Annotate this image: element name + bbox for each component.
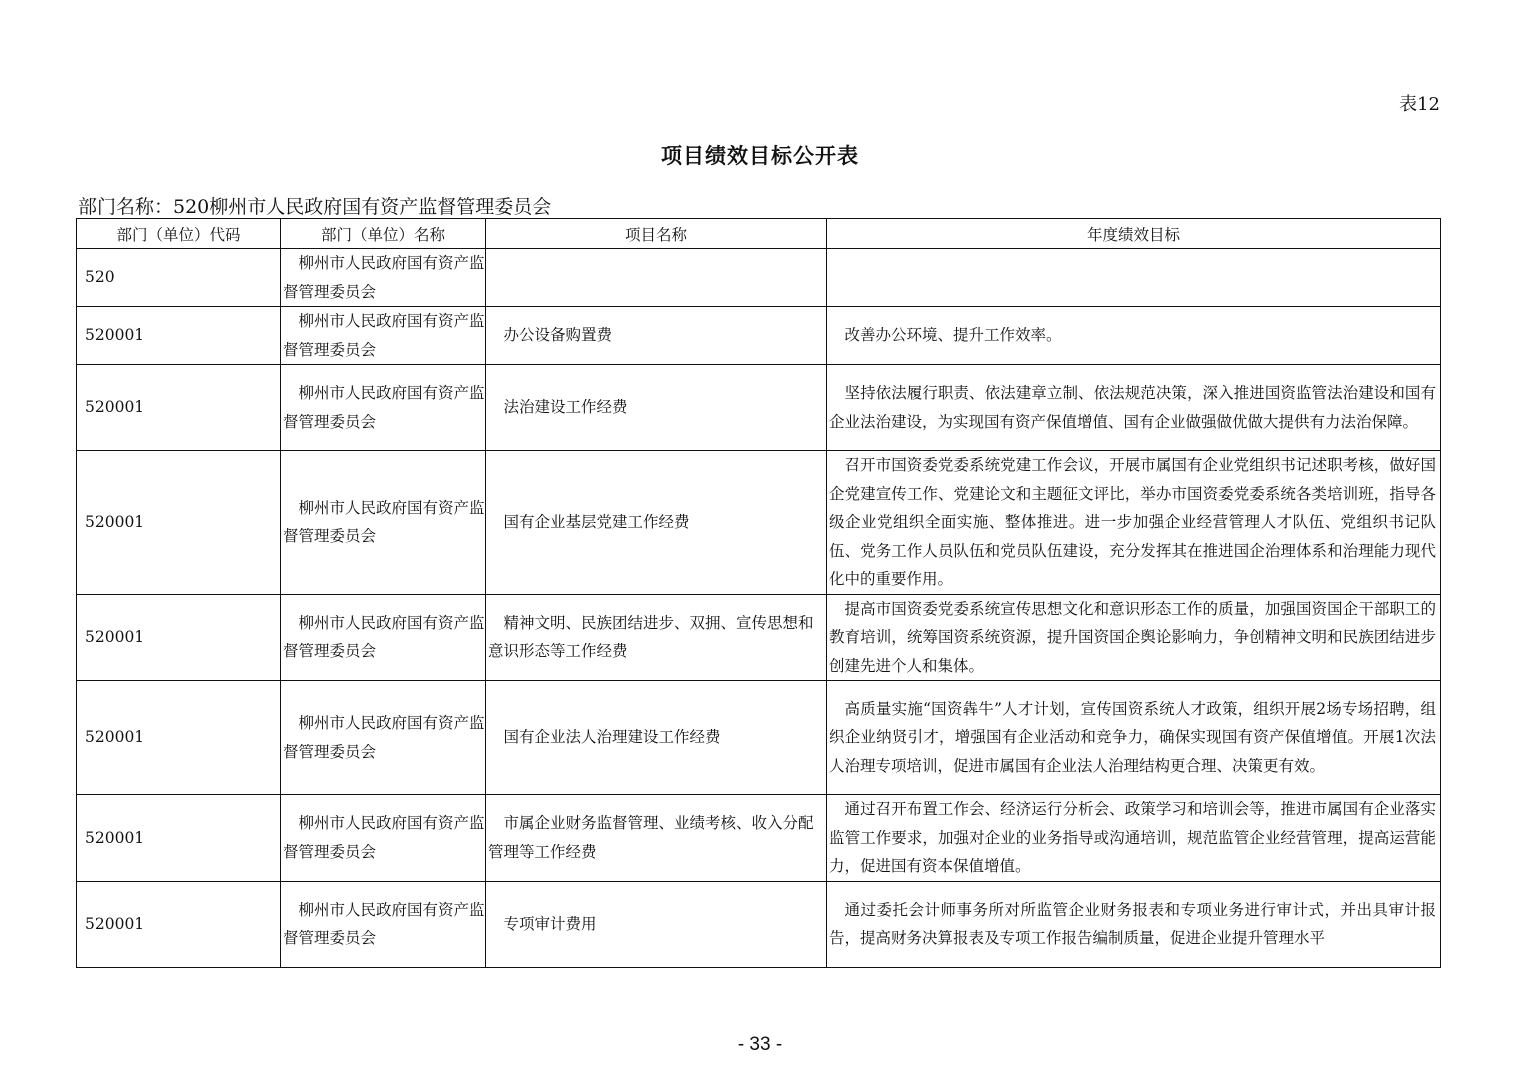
column-header-code: 部门（单位）代码 [77, 219, 281, 249]
cell-goal: 高质量实施“国资犇牛”人才计划，宣传国资系统人才政策，组织开展2场专场招聘，组织企业纳贤引才，增强国有企业活动和竞争力，确保实现国有资产保值增值。开展1次法人治理专项培训，促进市属国有企业法人治理结构更合理、决策更有效。 [827, 681, 1441, 795]
performance-goals-table [76, 218, 1441, 968]
table-row [77, 307, 1441, 365]
cell-project: 国有企业法人治理建设工作经费 [486, 681, 827, 795]
cell-code: 520001 [77, 681, 281, 795]
cell-project [486, 249, 827, 307]
column-header-dept: 部门（单位）名称 [281, 219, 486, 249]
cell-code: 520001 [77, 881, 281, 967]
table-row [77, 249, 1441, 307]
cell-code: 520 [77, 249, 281, 307]
column-header-project: 项目名称 [486, 219, 827, 249]
cell-code: 520001 [77, 365, 281, 451]
cell-project: 办公设备购置费 [486, 307, 827, 365]
cell-goal: 通过召开布置工作会、经济运行分析会、政策学习和培训会等，推进市属国有企业落实监管工作要求，加强对企业的业务指导或沟通培训，规范监管企业经营管理，提高运营能力，促进国有资本保值增值。 [827, 795, 1441, 882]
cell-dept: 柳州市人民政府国有资产监督管理委员会 [281, 795, 486, 882]
cell-project: 专项审计费用 [486, 881, 827, 967]
table-row [77, 451, 1441, 595]
cell-project: 国有企业基层党建工作经费 [486, 451, 827, 595]
cell-project: 精神文明、民族团结进步、双拥、宣传思想和意识形态等工作经费 [486, 594, 827, 681]
cell-dept: 柳州市人民政府国有资产监督管理委员会 [281, 881, 486, 967]
page-title: 项目绩效目标公开表 [661, 143, 859, 168]
page-number: - 33 - [737, 1034, 783, 1055]
cell-dept: 柳州市人民政府国有资产监督管理委员会 [281, 681, 486, 795]
cell-goal: 改善办公环境、提升工作效率。 [827, 307, 1441, 365]
cell-code: 520001 [77, 594, 281, 681]
table-row [77, 795, 1441, 882]
cell-dept: 柳州市人民政府国有资产监督管理委员会 [281, 594, 486, 681]
cell-project: 法治建设工作经费 [486, 365, 827, 451]
cell-code: 520001 [77, 307, 281, 365]
cell-goal [827, 249, 1441, 307]
table-row [77, 594, 1441, 681]
table-number-label: 表12 [1399, 94, 1440, 115]
table-row [77, 365, 1441, 451]
cell-goal: 召开市国资委党委系统党建工作会议，开展市属国有企业党组织书记述职考核，做好国企党建宣传工作、党建论文和主题征文评比，举办市国资委党委系统各类培训班，指导各级企业党组织全面实施、整体推进。进一步加强企业经营管理人才队伍、党组织书记队伍、党务工作人员队伍和党员队伍建设，充分发挥其在推进国企治理体系和治理能力现代化中的重要作用。 [827, 451, 1441, 595]
cell-dept: 柳州市人民政府国有资产监督管理委员会 [281, 307, 486, 365]
cell-dept: 柳州市人民政府国有资产监督管理委员会 [281, 249, 486, 307]
cell-goal: 提高市国资委党委系统宣传思想文化和意识形态工作的质量，加强国资国企干部职工的教育培训，统筹国资系统资源，提升国资国企舆论影响力，争创精神文明和民族团结进步创建先进个人和集体。 [827, 594, 1441, 681]
table-row [77, 881, 1441, 967]
cell-code: 520001 [77, 795, 281, 882]
cell-project: 市属企业财务监督管理、业绩考核、收入分配管理等工作经费 [486, 795, 827, 882]
cell-goal: 坚持依法履行职责、依法建章立制、依法规范决策，深入推进国资监管法治建设和国有企业法治建设，为实现国有资产保值增值、国有企业做强做优做大提供有力法治保障。 [827, 365, 1441, 451]
table-header-row [77, 219, 1441, 249]
cell-dept: 柳州市人民政府国有资产监督管理委员会 [281, 365, 486, 451]
department-name-line: 部门名称：520柳州市人民政府国有资产监督管理委员会 [78, 196, 552, 218]
column-header-goal: 年度绩效目标 [827, 219, 1441, 249]
cell-goal: 通过委托会计师事务所对所监管企业财务报表和专项业务进行审计式，并出具审计报告，提高财务决算报表及专项工作报告编制质量，促进企业提升管理水平 [827, 881, 1441, 967]
table-row [77, 681, 1441, 795]
cell-dept: 柳州市人民政府国有资产监督管理委员会 [281, 451, 486, 595]
cell-code: 520001 [77, 451, 281, 595]
